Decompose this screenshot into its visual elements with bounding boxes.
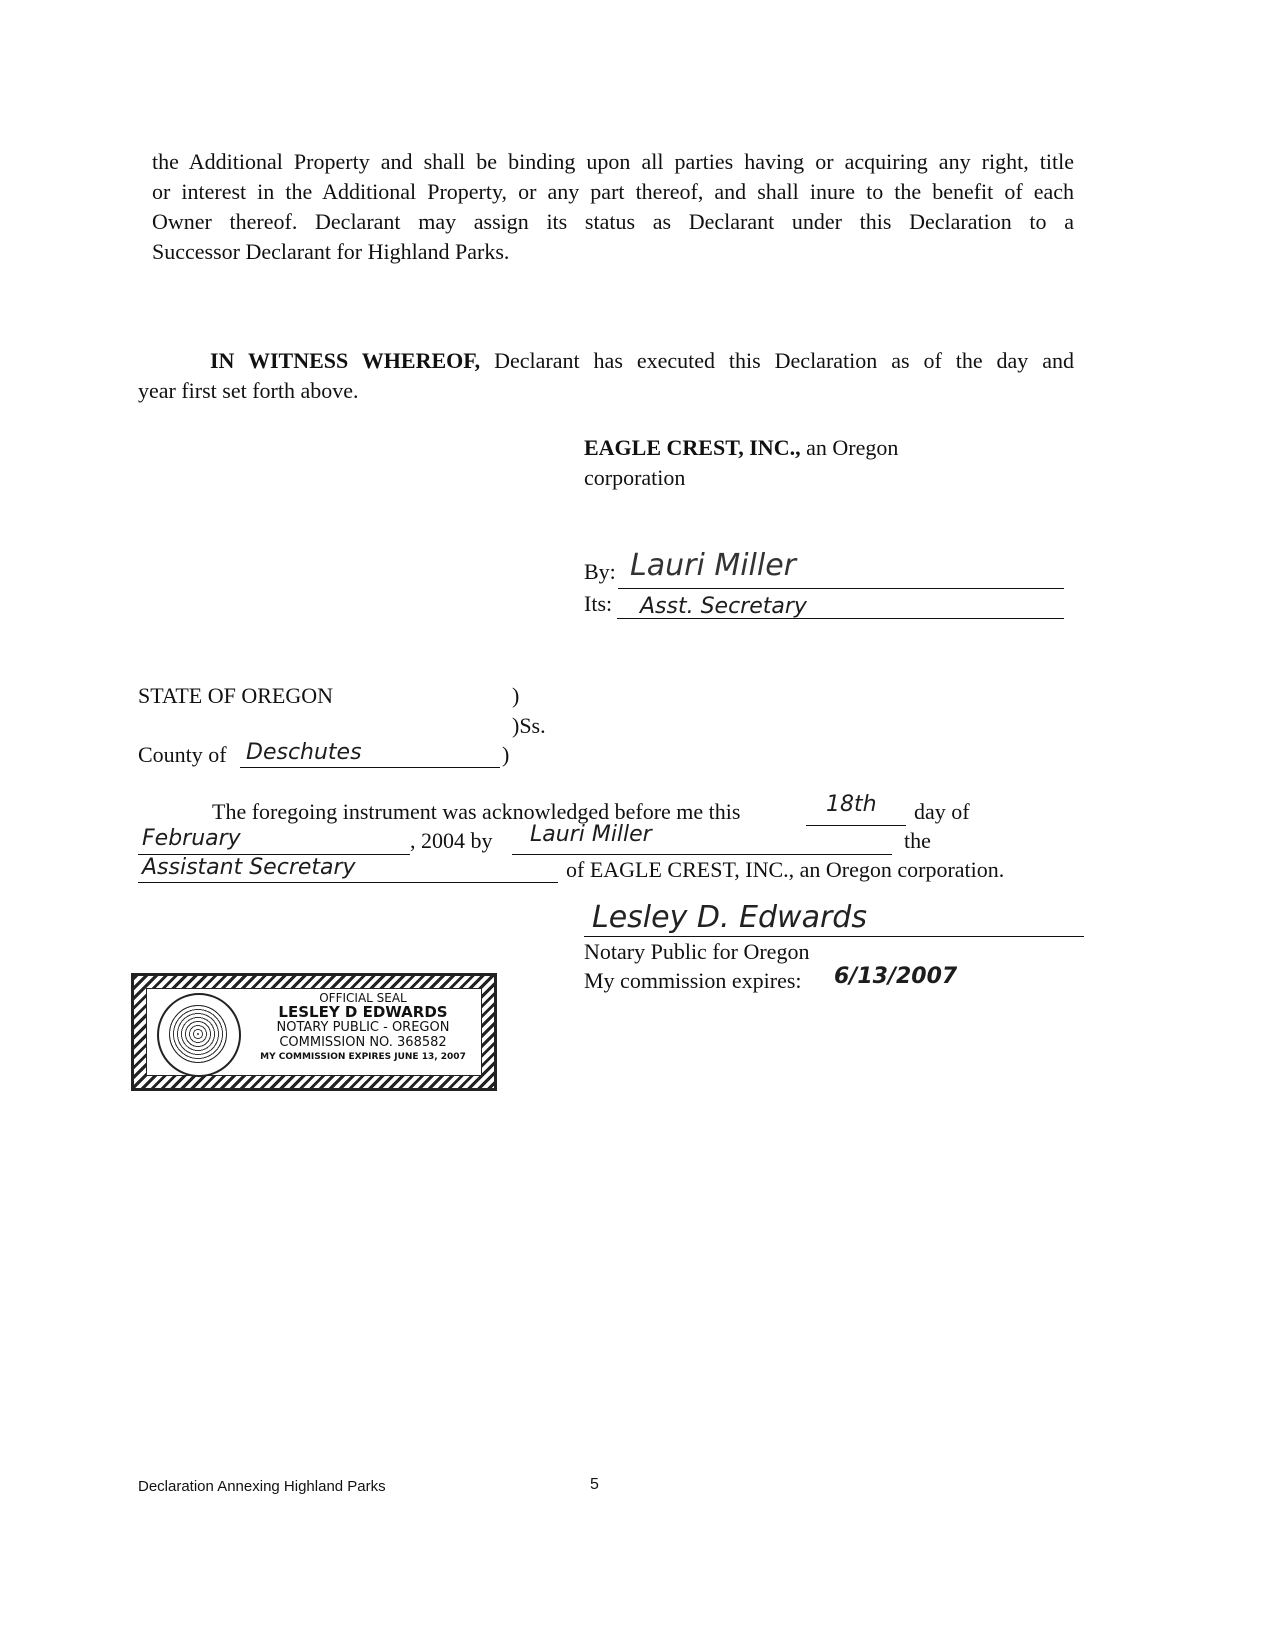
seal-line-5: MY COMMISSION EXPIRES JUNE 13, 2007 [260,1052,466,1062]
top-paragraph-line-3: Owner thereof. Declarant may assign its status as Declarant under this Declaration to a [152,209,1074,234]
seal-line-1: OFFICIAL SEAL [319,991,407,1005]
notary-title: Notary Public for Oregon [584,939,810,964]
top-paragraph-line-2: or interest in the Additional Property, or any part thereof, and shall inure to the benefit of each [152,179,1074,204]
top-paragraph-line-4: Successor Declarant for Highland Parks. [152,239,510,264]
seal-line-4: COMMISSION NO. 368582 [279,1035,447,1050]
official-seal-inner [146,988,482,1076]
ack-title-line [138,882,558,883]
top-paragraph [152,147,1074,267]
ack-text-2: day of [914,799,970,824]
witness-paragraph [138,346,1074,406]
ack-day-line [806,825,906,826]
notary-expires-handwritten: 6/13/2007 [834,964,958,989]
ack-title-handwritten: Assistant Secretary [142,855,356,880]
witness-line-1 [138,346,1074,376]
company-name [584,433,1064,463]
ack-the: the [904,828,931,853]
seal-line-2: LESLEY D EDWARDS [278,1003,448,1021]
venue-state: STATE OF OREGON [138,683,334,708]
notary-expires-label: My commission expires: [584,968,802,993]
state-seal-emblem-icon [157,993,241,1077]
ack-month-handwritten: February [142,826,241,851]
its-handwritten: Asst. Secretary [640,594,807,619]
ack-text-3: of EAGLE CREST, INC., an Oregon corporation. [566,857,1005,882]
notary-signature: Lesley D. Edwards [592,900,867,935]
seal-line-3: NOTARY PUBLIC - OREGON [276,1020,450,1035]
ack-day-handwritten: 18th [826,792,877,817]
witness-line-2: year first set forth above. [138,378,359,403]
ack-text-1: The foregoing instrument was acknowledged before me this [212,799,741,824]
company-signature: Lauri Miller [630,548,796,583]
company-name-rest: an Oregon [800,435,899,460]
top-paragraph-line-1: the Additional Property and shall be binding upon all parties having or acquiring any right, title [152,149,1074,174]
company-type: corporation [584,465,686,490]
ack-person-handwritten: Lauri Miller [530,822,652,847]
company-name-bold: EAGLE CREST, INC., [584,435,801,460]
its-label: Its: [584,591,613,616]
venue-ss: )Ss. [512,713,546,738]
venue-paren-2: ) [502,742,510,767]
witness-bold: IN WITNESS WHEREOF, [210,348,481,373]
witness-text-1: Declarant has executed this Declaration as of the day and [480,348,1074,373]
by-label: By: [584,559,616,584]
venue-county-label: County of [138,742,227,767]
ack-year-text: , 2004 by [410,828,493,853]
by-signature-line [618,588,1064,589]
county-line [240,767,500,768]
footer-doc-title: Declaration Annexing Highland Parks [138,1478,386,1495]
county-handwritten: Deschutes [246,740,362,765]
footer-page-number: 5 [590,1476,599,1493]
official-seal-stamp [131,973,497,1091]
venue-paren-1: ) [512,683,520,708]
company-block [584,433,1064,493]
